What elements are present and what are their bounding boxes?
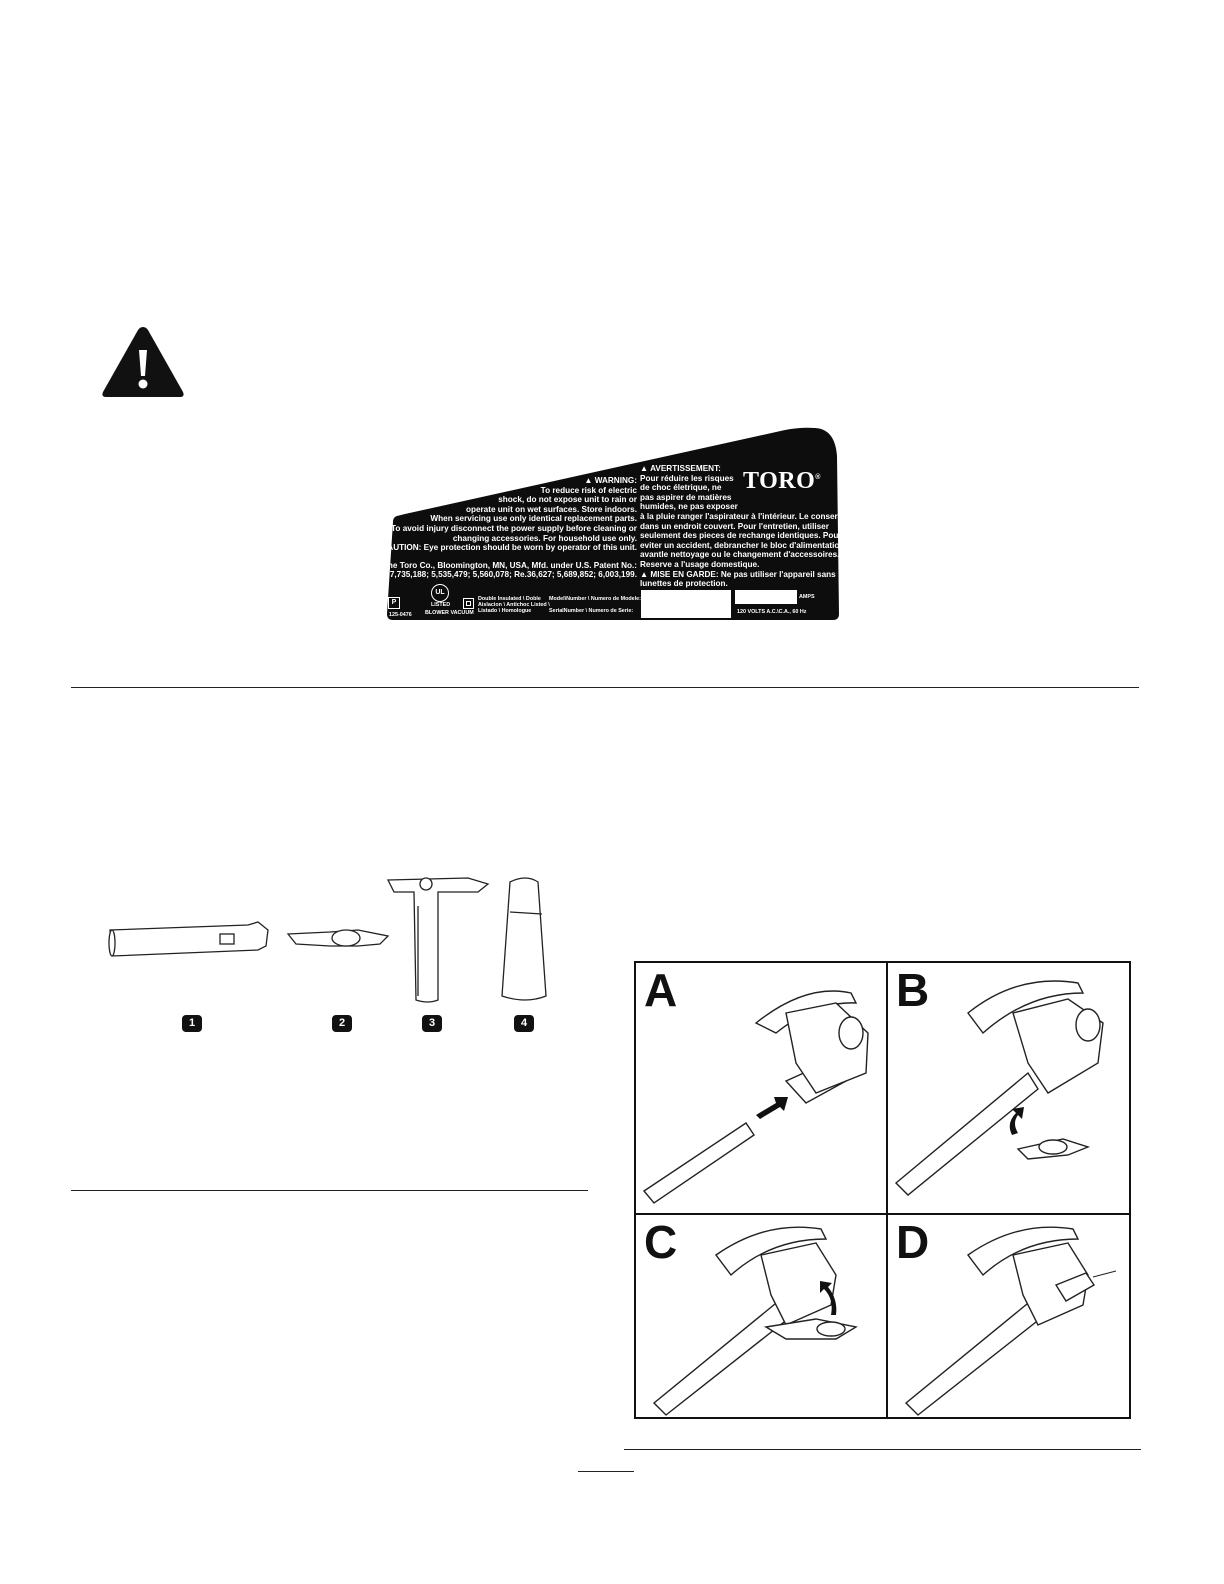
loose-parts-drawing	[108, 870, 568, 1010]
callout-1: 1	[182, 1015, 202, 1032]
voltage-rating: 120 VOLTS A.C.\C.A., 60 Hz	[737, 609, 807, 615]
double-insulated-text: Double Insulated \ Doble Aislacion \ Antichoc Listed \ Listado \ Homologue	[478, 596, 550, 615]
p-mark: P	[388, 597, 400, 609]
callout-2: 2	[332, 1015, 352, 1032]
warning-triangle-icon	[100, 324, 186, 400]
model-serial-blank-box	[641, 590, 731, 618]
assembly-panel-a	[636, 963, 883, 1191]
part-number: 125-0476	[389, 612, 412, 618]
assembly-panel-b	[888, 963, 1135, 1191]
ul-category-text: BLOWER VACUUM	[425, 610, 474, 616]
toro-logo: TORO®	[743, 468, 821, 494]
panel-label-b: B	[896, 964, 930, 1016]
serial-number-label: SerialNumber \ Numero de Serie:	[549, 608, 634, 614]
safety-decal	[370, 424, 851, 622]
ul-listed-text: LISTED	[431, 602, 451, 608]
assembly-steps-figure	[634, 961, 1131, 1419]
loose-parts-illustration	[108, 870, 568, 1040]
decal-english-warning: ▲ WARNING: To reduce risk of electric shock, do not expose unit to rain or operate unit on wet surfaces. Store indoors. When servicing use only identical replacement parts. To avoid injury disconnect the power supply before cleaning or changing accessories. For household use only. ▲ CAUTION: Eye protection should be worn by operator of this unit. The Toro Co., Bloomington, MN, USA, Mfd. under U.S. Patent No.: 7,735,188; 5,535,479; 5,560,078; Re.36,627; 5,689,852; 6,003,199.	[370, 476, 637, 580]
ul-listing-mark: UL	[431, 584, 449, 602]
section-divider-top	[71, 687, 1139, 688]
amps-blank-box	[735, 590, 797, 604]
model-number-label: Model\Number \ Numero de Modele:	[549, 596, 641, 602]
double-insulated-symbol	[463, 598, 474, 609]
page-number-rule	[578, 1471, 634, 1472]
decal-french-warning: ▲ AVERTISSEMENT: Pour réduire les risques de choc életrique, ne pas aspirer de matières humides, ne pas exposer à la pluie ranger l'aspirateur à l'intérieur. Le conserver dans un endroit couvert. Pour l'entretien, utiliser seulement des pieces de rechange identiques. Pour eviter un accident, debrancher le bloc d'alimentation avantle nettoyage ou le changement d'accessoires. Reserve a l'usage domestique. ▲ MISE EN GARDE: Ne pas utiliser l'appareil sans lunettes de protection.	[640, 464, 851, 589]
panel-label-a: A	[644, 964, 678, 1016]
amps-label: AMPS	[799, 594, 815, 600]
section-divider-right	[624, 1449, 1141, 1450]
panel-label-d: D	[896, 1216, 930, 1268]
assembly-panel-d	[888, 1215, 1135, 1443]
assembly-panel-c	[636, 1215, 883, 1443]
callout-3: 3	[422, 1015, 442, 1032]
callout-4: 4	[514, 1015, 534, 1032]
section-divider-left	[71, 1190, 588, 1191]
panel-label-c: C	[644, 1216, 678, 1268]
